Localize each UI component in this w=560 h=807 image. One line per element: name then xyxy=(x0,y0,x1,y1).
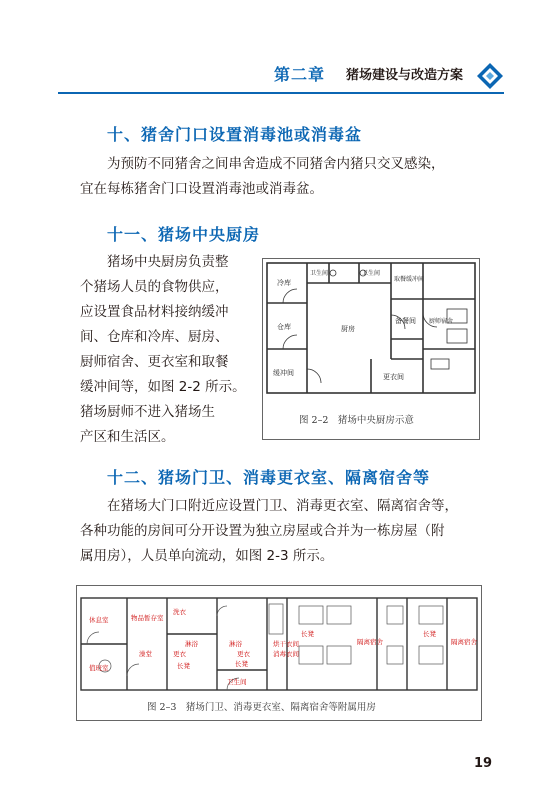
section-11-line-4: 间、仓库和冷库、厨房、 xyxy=(80,329,229,345)
page-number: 19 xyxy=(474,756,493,771)
gatehouse-floorplan xyxy=(77,586,481,720)
label-guard-room: 值班室 xyxy=(89,664,109,672)
diamond-ornament-icon xyxy=(476,62,504,90)
section-heading-11: 十一、猪场中央厨房 xyxy=(107,225,261,244)
label-wash: 洗衣 xyxy=(173,608,186,616)
chapter-title: 猪场建设与改造方案 xyxy=(346,68,464,83)
section-11-line-6: 缓冲间等，如图 2-2 所示。 xyxy=(80,379,246,395)
section-12-line-3: 属用房），人员单向流动，如图 2-3 所示。 xyxy=(80,548,334,564)
label-bench-3: 长凳 xyxy=(301,630,314,638)
label-rest-room: 休息室 xyxy=(89,616,109,624)
label-restroom-2: 卫生间 xyxy=(362,270,381,277)
label-buffer: 缓冲间 xyxy=(273,369,294,377)
label-restroom-1: 卫生间 xyxy=(310,270,329,277)
section-heading-10: 十、猪舍门口设置消毒池或消毒盆 xyxy=(107,125,363,144)
label-warehouse: 仓库 xyxy=(277,323,291,331)
label-toilet: 卫生间 xyxy=(227,678,247,686)
section-12-line-1: 在猪场大门口附近应设置门卫、消毒更衣室、隔离宿舍等， xyxy=(107,498,458,514)
label-bench-1: 长凳 xyxy=(177,662,190,670)
chapter-label: 第二章 xyxy=(274,65,326,84)
section-11-line-1: 猪场中央厨房负责整 xyxy=(107,254,229,270)
label-disinfect-room: 消毒衣间 xyxy=(273,650,299,658)
label-shower-2: 淋浴 xyxy=(229,640,242,648)
figure-2-3-caption: 图 2–3 猪场门卫、消毒更衣室、隔离宿舍等附属用房 xyxy=(147,702,376,713)
section-12-line-2: 各种功能的房间可分开设置为独立房屋或合并为一栋房屋（附 xyxy=(80,523,445,539)
header-rule xyxy=(58,92,504,94)
label-bath: 澡堂 xyxy=(139,650,152,658)
label-locker-2: 更衣 xyxy=(237,650,250,658)
label-shower-1: 淋浴 xyxy=(185,640,198,648)
label-spare: 备餐间 xyxy=(395,317,416,325)
label-bench-2: 长凳 xyxy=(235,660,248,668)
label-locker-1: 更衣 xyxy=(173,650,186,658)
section-10-line-1: 为预防不同猪舍之间串舍造成不同猪舍内猪只交叉感染， xyxy=(107,156,445,172)
section-heading-12: 十二、猪场门卫、消毒更衣室、隔离宿舍等 xyxy=(107,468,431,487)
figure-2-2-caption: 图 2–2 猪场中央厨房示意 xyxy=(299,415,414,426)
label-receive-buffer: 取餐缓冲间 xyxy=(394,276,425,283)
section-11-line-2: 个猪场人员的食物供应， xyxy=(80,279,229,295)
label-storage: 物品暂存室 xyxy=(131,614,164,622)
label-isolation-dorm-2: 隔离宿舍 xyxy=(451,638,477,646)
label-kitchen: 厨房 xyxy=(341,325,355,333)
label-isolation-dorm-1: 隔离宿舍 xyxy=(357,638,383,646)
section-11-line-8: 产区和生活区。 xyxy=(80,429,175,445)
label-dorm: 厨师宿舍 xyxy=(429,318,454,325)
section-11-line-3: 应设置食品材料接纳缓冲 xyxy=(80,304,229,320)
section-10-line-2: 宜在每栋猪舍门口设置消毒池或消毒盆。 xyxy=(80,181,323,197)
section-11-line-5: 厨师宿舍、更衣室和取餐 xyxy=(80,354,229,370)
figure-2-2 xyxy=(262,258,480,440)
section-11-line-7: 猪场厨师不进入猪场生 xyxy=(80,404,215,420)
running-header xyxy=(274,62,504,86)
figure-2-3 xyxy=(76,585,482,721)
label-bench-4: 长凳 xyxy=(423,630,436,638)
label-dry-room: 烘干衣间 xyxy=(273,640,299,648)
label-changing: 更衣间 xyxy=(383,373,404,381)
label-cold-storage: 冷库 xyxy=(277,279,291,287)
kitchen-floorplan xyxy=(263,259,479,439)
